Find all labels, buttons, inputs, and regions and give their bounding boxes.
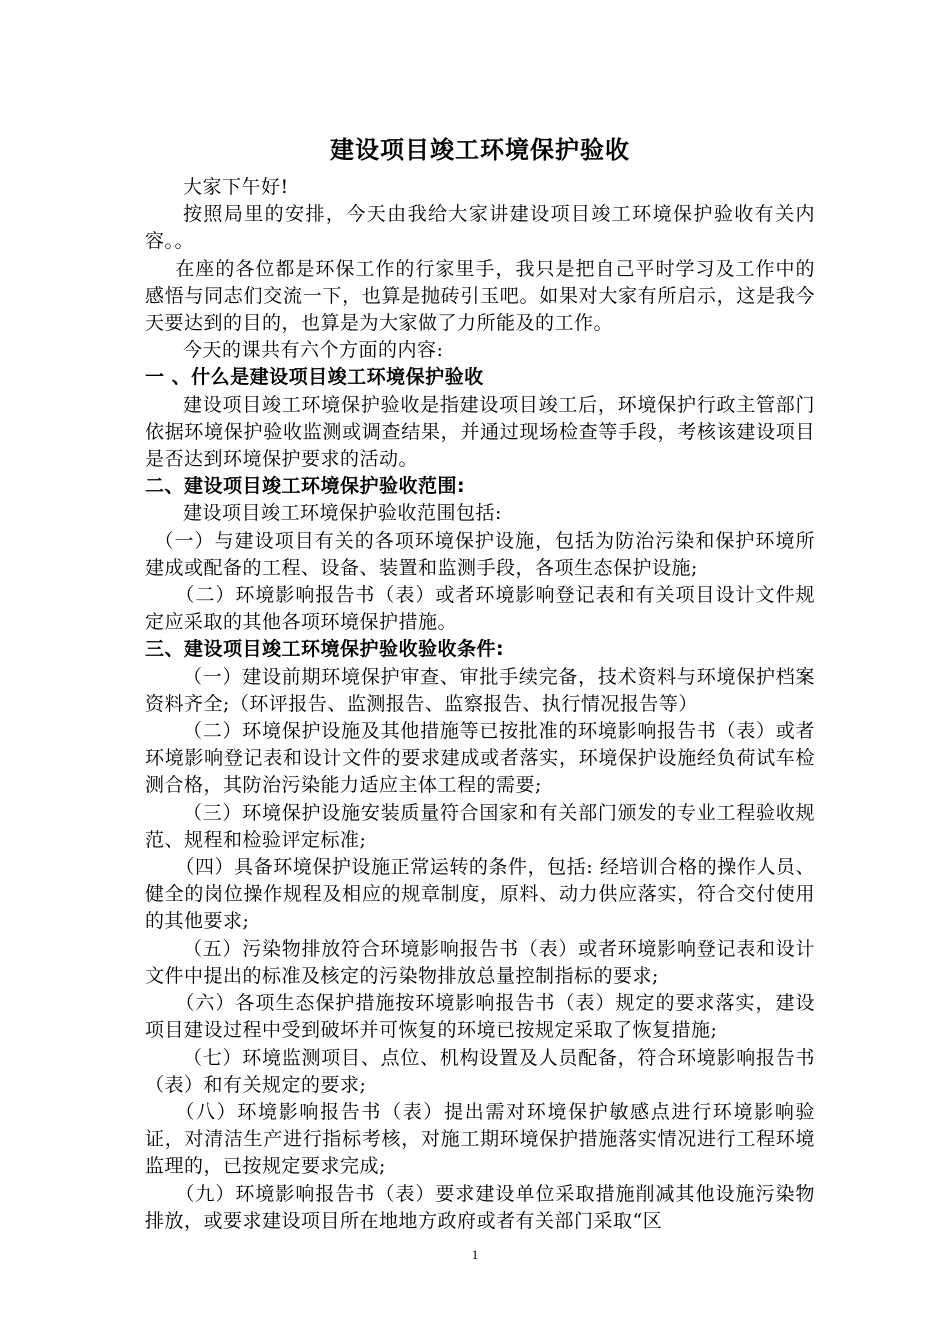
section-3-item: （二）环境保护设施及其他措施等已按批准的环境影响报告书（表）或者环境影响登记表和设计文件的要求建成或者落实，环境保护设施经负荷试车检测合格，其防治污染能力适应主体工程的需要; <box>145 720 815 797</box>
section-3-item: （六）各项生态保护措施按环境影响报告书（表）规定的要求落实，建设项目建设过程中受到破坏并可恢复的环境已按规定采取了恢复措施; <box>145 992 815 1042</box>
document-page <box>145 131 815 1235</box>
section-1-body: 建设项目竣工环境保护验收是指建设项目竣工后，环境保护行政主管部门依据环境保护验收监测或调查结果，并通过现场检查等手段，考核该建设项目是否达到环境保护要求的活动。 <box>145 393 815 471</box>
intro-paragraph: 按照局里的安排，今天由我给大家讲建设项目竣工环境保护验收有关内容。。 <box>145 203 815 253</box>
section-3-item: （五）污染物排放符合环境影响报告书（表）或者环境影响登记表和设计文件中提出的标准及核定的污染物排放总量控制指标的要求; <box>145 937 815 987</box>
section-2-item: （一）与建设项目有关的各项环境保护设施，包括为防治污染和保护环境所建成或配备的工程、设备、装置和监测手段，各项生态保护设施; <box>145 529 815 579</box>
context-paragraph: 在座的各位都是环保工作的行家里手，我只是把自己平时学习及工作中的感悟与同志们交流一下，也算是抛砖引玉吧。如果对大家有所启示，这是我今天要达到的目的，也算是为大家做了力所能及的工作。 <box>145 257 815 335</box>
outline-paragraph: 今天的课共有六个方面的内容: <box>183 339 444 362</box>
section-3-item: （九）环境影响报告书（表）要求建设单位采取措施削减其他设施污染物排放，或要求建设项目所在地地方政府或者有关部门采取“区 <box>145 1182 815 1232</box>
section-3-heading: 三、建设项目竣工环境保护验收验收条件: <box>145 638 505 661</box>
document-title: 建设项目竣工环境保护验收 <box>330 136 630 164</box>
section-2-item: （二）环境影响报告书（表）或者环境影响登记表和有关项目设计文件规定应采取的其他各项环境保护措施。 <box>145 584 815 634</box>
section-1-heading: 一 、什么是建设项目竣工环境保护验收 <box>145 366 484 389</box>
page-number: 1 <box>471 1247 479 1262</box>
section-3-item: （三）环境保护设施安装质量符合国家和有关部门颁发的专业工程验收规范、规程和检验评定标准; <box>145 801 815 851</box>
section-2-heading: 二、建设项目竣工环境保护验收范围: <box>145 475 466 498</box>
section-3-item: （一）建设前期环境保护审查、审批手续完备，技术资料与环境保护档案资料齐全;（环评报告、监测报告、监察报告、执行情况报告等） <box>145 665 815 715</box>
greeting-paragraph: 大家下午好! <box>183 176 289 198</box>
section-3-item: （四）具备环境保护设施正常运转的条件，包括: 经培训合格的操作人员、健全的岗位操作规程及相应的规章制度，原料、动力供应落实，符合交付使用的其他要求; <box>145 856 815 933</box>
section-2-intro: 建设项目竣工环境保护验收范围包括: <box>183 502 502 525</box>
section-3-item: （七）环境监测项目、点位、机构设置及人员配备，符合环境影响报告书（表）和有关规定的要求; <box>145 1046 815 1096</box>
section-3-item: （八）环境影响报告书（表）提出需对环境保护敏感点进行环境影响验证，对清洁生产进行指标考核，对施工期环境保护措施落实情况进行工程环境监理的，已按规定要求完成; <box>145 1100 815 1178</box>
